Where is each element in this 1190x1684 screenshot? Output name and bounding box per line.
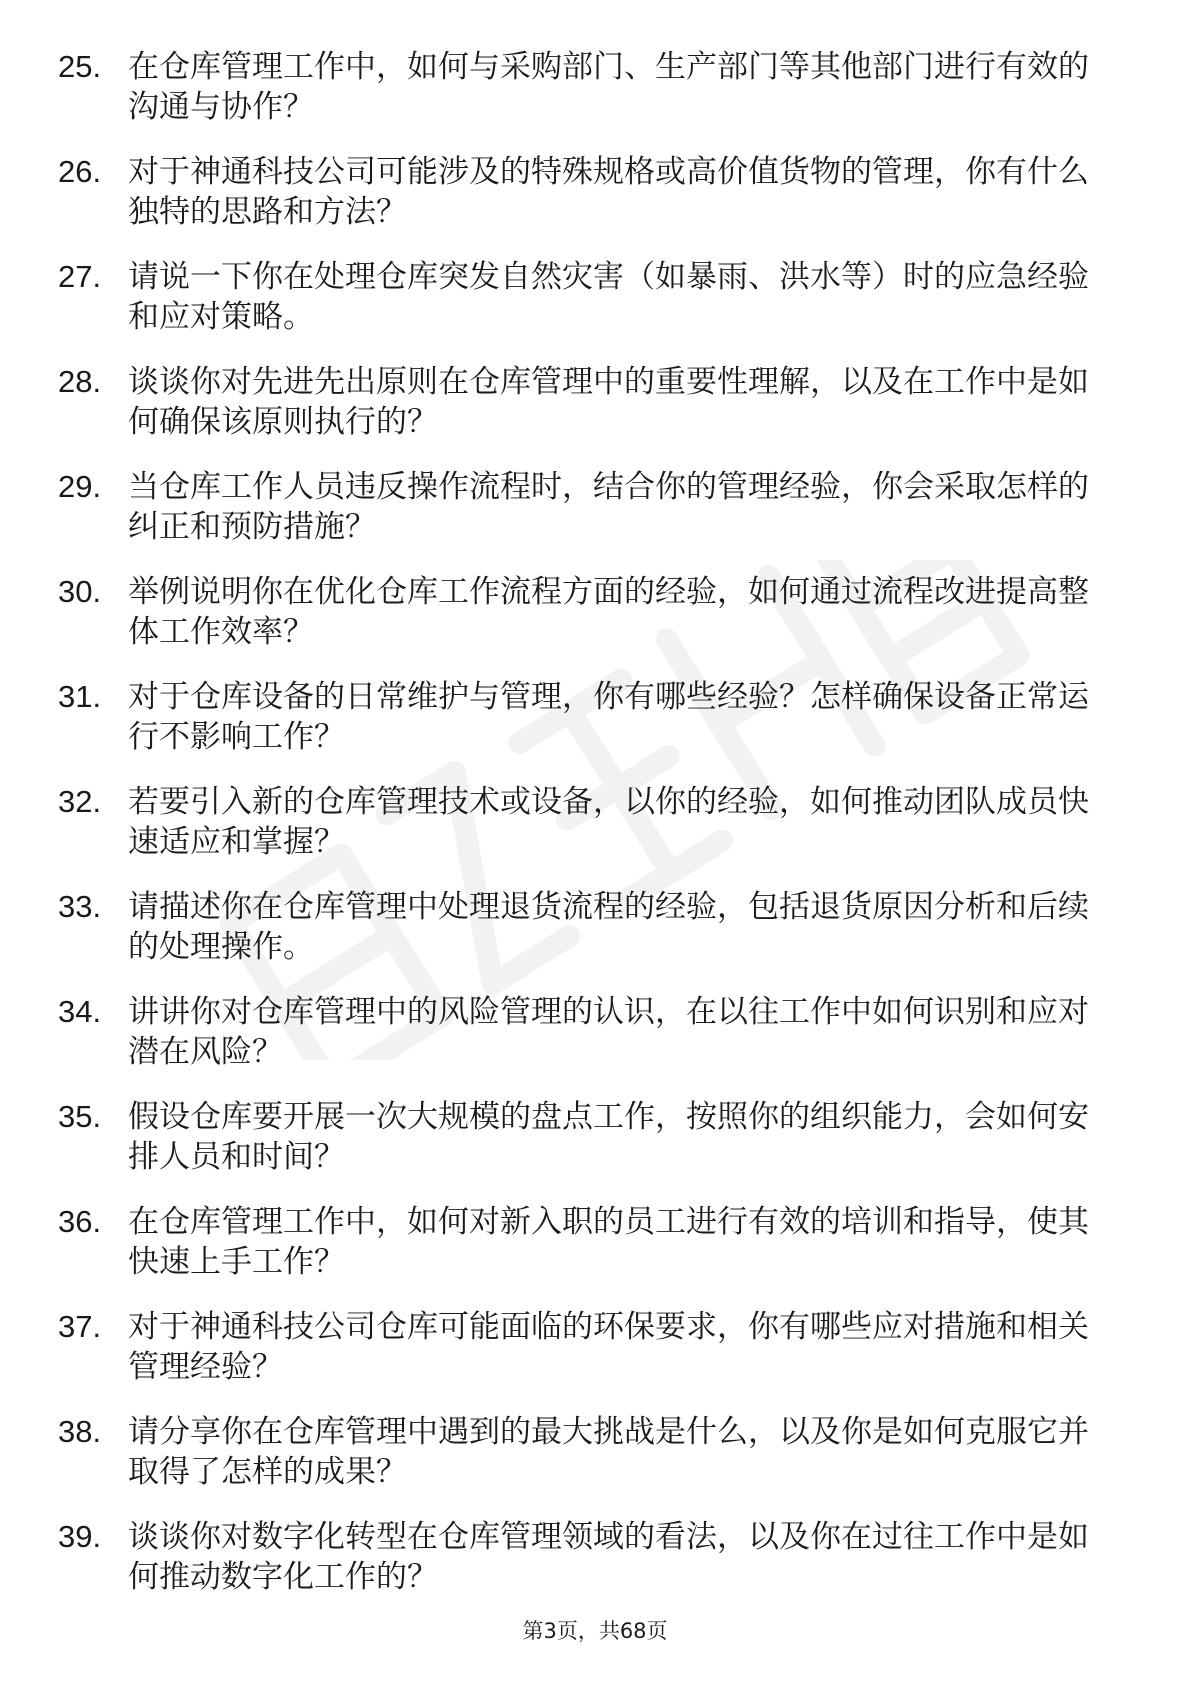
question-number: 34. — [58, 994, 102, 1029]
question-number: 36. — [58, 1204, 102, 1239]
question-text: 对于仓库设备的日常维护与管理，你有哪些经验？怎样确保设备正常运行不影响工作？ — [128, 679, 1089, 755]
question-text: 在仓库管理工作中，如何对新入职的员工进行有效的培训和指导，使其快速上手工作？ — [128, 1204, 1089, 1280]
question-text: 对于神通科技公司可能涉及的特殊规格或高价值货物的管理，你有什么独特的思路和方法？ — [128, 154, 1089, 230]
question-text: 请说一下你在处理仓库突发自然灾害（如暴雨、洪水等）时的应急经验和应对策略。 — [128, 259, 1089, 335]
question-number: 26. — [58, 154, 102, 189]
question-number: 33. — [58, 889, 102, 924]
question-number: 38. — [58, 1414, 102, 1449]
list-item — [0, 1517, 1190, 1622]
question-number: 37. — [58, 1309, 102, 1344]
question-text: 在仓库管理工作中，如何与采购部门、生产部门等其他部门进行有效的沟通与协作？ — [128, 49, 1089, 125]
list-item — [0, 467, 1190, 572]
question-number: 25. — [58, 49, 102, 84]
question-text: 若要引入新的仓库管理技术或设备，以你的经验，如何推动团队成员快速适应和掌握？ — [128, 784, 1089, 860]
question-text: 谈谈你对数字化转型在仓库管理领域的看法，以及你在过往工作中是如何推动数字化工作的？ — [128, 1519, 1089, 1595]
question-number: 29. — [58, 469, 102, 504]
list-item — [0, 887, 1190, 992]
question-text: 假设仓库要开展一次大规模的盘点工作，按照你的组织能力，会如何安排人员和时间？ — [128, 1099, 1089, 1175]
list-item — [0, 992, 1190, 1097]
question-text: 讲讲你对仓库管理中的风险管理的认识，在以往工作中如何识别和应对潜在风险？ — [128, 994, 1089, 1070]
question-number: 35. — [58, 1099, 102, 1134]
question-number: 30. — [58, 574, 102, 609]
list-item — [0, 1202, 1190, 1307]
list-item — [0, 152, 1190, 257]
question-list — [0, 47, 1190, 1622]
question-text: 谈谈你对先进先出原则在仓库管理中的重要性理解，以及在工作中是如何确保该原则执行的？ — [128, 364, 1089, 440]
list-item — [0, 362, 1190, 467]
list-item — [0, 1307, 1190, 1412]
list-item — [0, 677, 1190, 782]
question-text: 举例说明你在优化仓库工作流程方面的经验，如何通过流程改进提高整体工作效率？ — [128, 574, 1089, 650]
question-text: 当仓库工作人员违反操作流程时，结合你的管理经验，你会采取怎样的纠正和预防措施？ — [128, 469, 1089, 545]
question-number: 27. — [58, 259, 102, 294]
list-item — [0, 257, 1190, 362]
question-text: 对于神通科技公司仓库可能面临的环保要求，你有哪些应对措施和相关管理经验？ — [128, 1309, 1089, 1385]
question-number: 28. — [58, 364, 102, 399]
question-text: 请分享你在仓库管理中遇到的最大挑战是什么，以及你是如何克服它并取得了怎样的成果？ — [128, 1414, 1089, 1490]
list-item — [0, 1097, 1190, 1202]
question-text: 请描述你在仓库管理中处理退货流程的经验，包括退货原因分析和后续的处理操作。 — [128, 889, 1089, 965]
question-number: 39. — [58, 1519, 102, 1554]
page-footer: 第3页，共68页 — [522, 1619, 668, 1643]
list-item — [0, 782, 1190, 887]
list-item — [0, 1412, 1190, 1517]
list-item — [0, 47, 1190, 152]
question-number: 31. — [58, 679, 102, 714]
list-item — [0, 572, 1190, 677]
question-number: 32. — [58, 784, 102, 819]
